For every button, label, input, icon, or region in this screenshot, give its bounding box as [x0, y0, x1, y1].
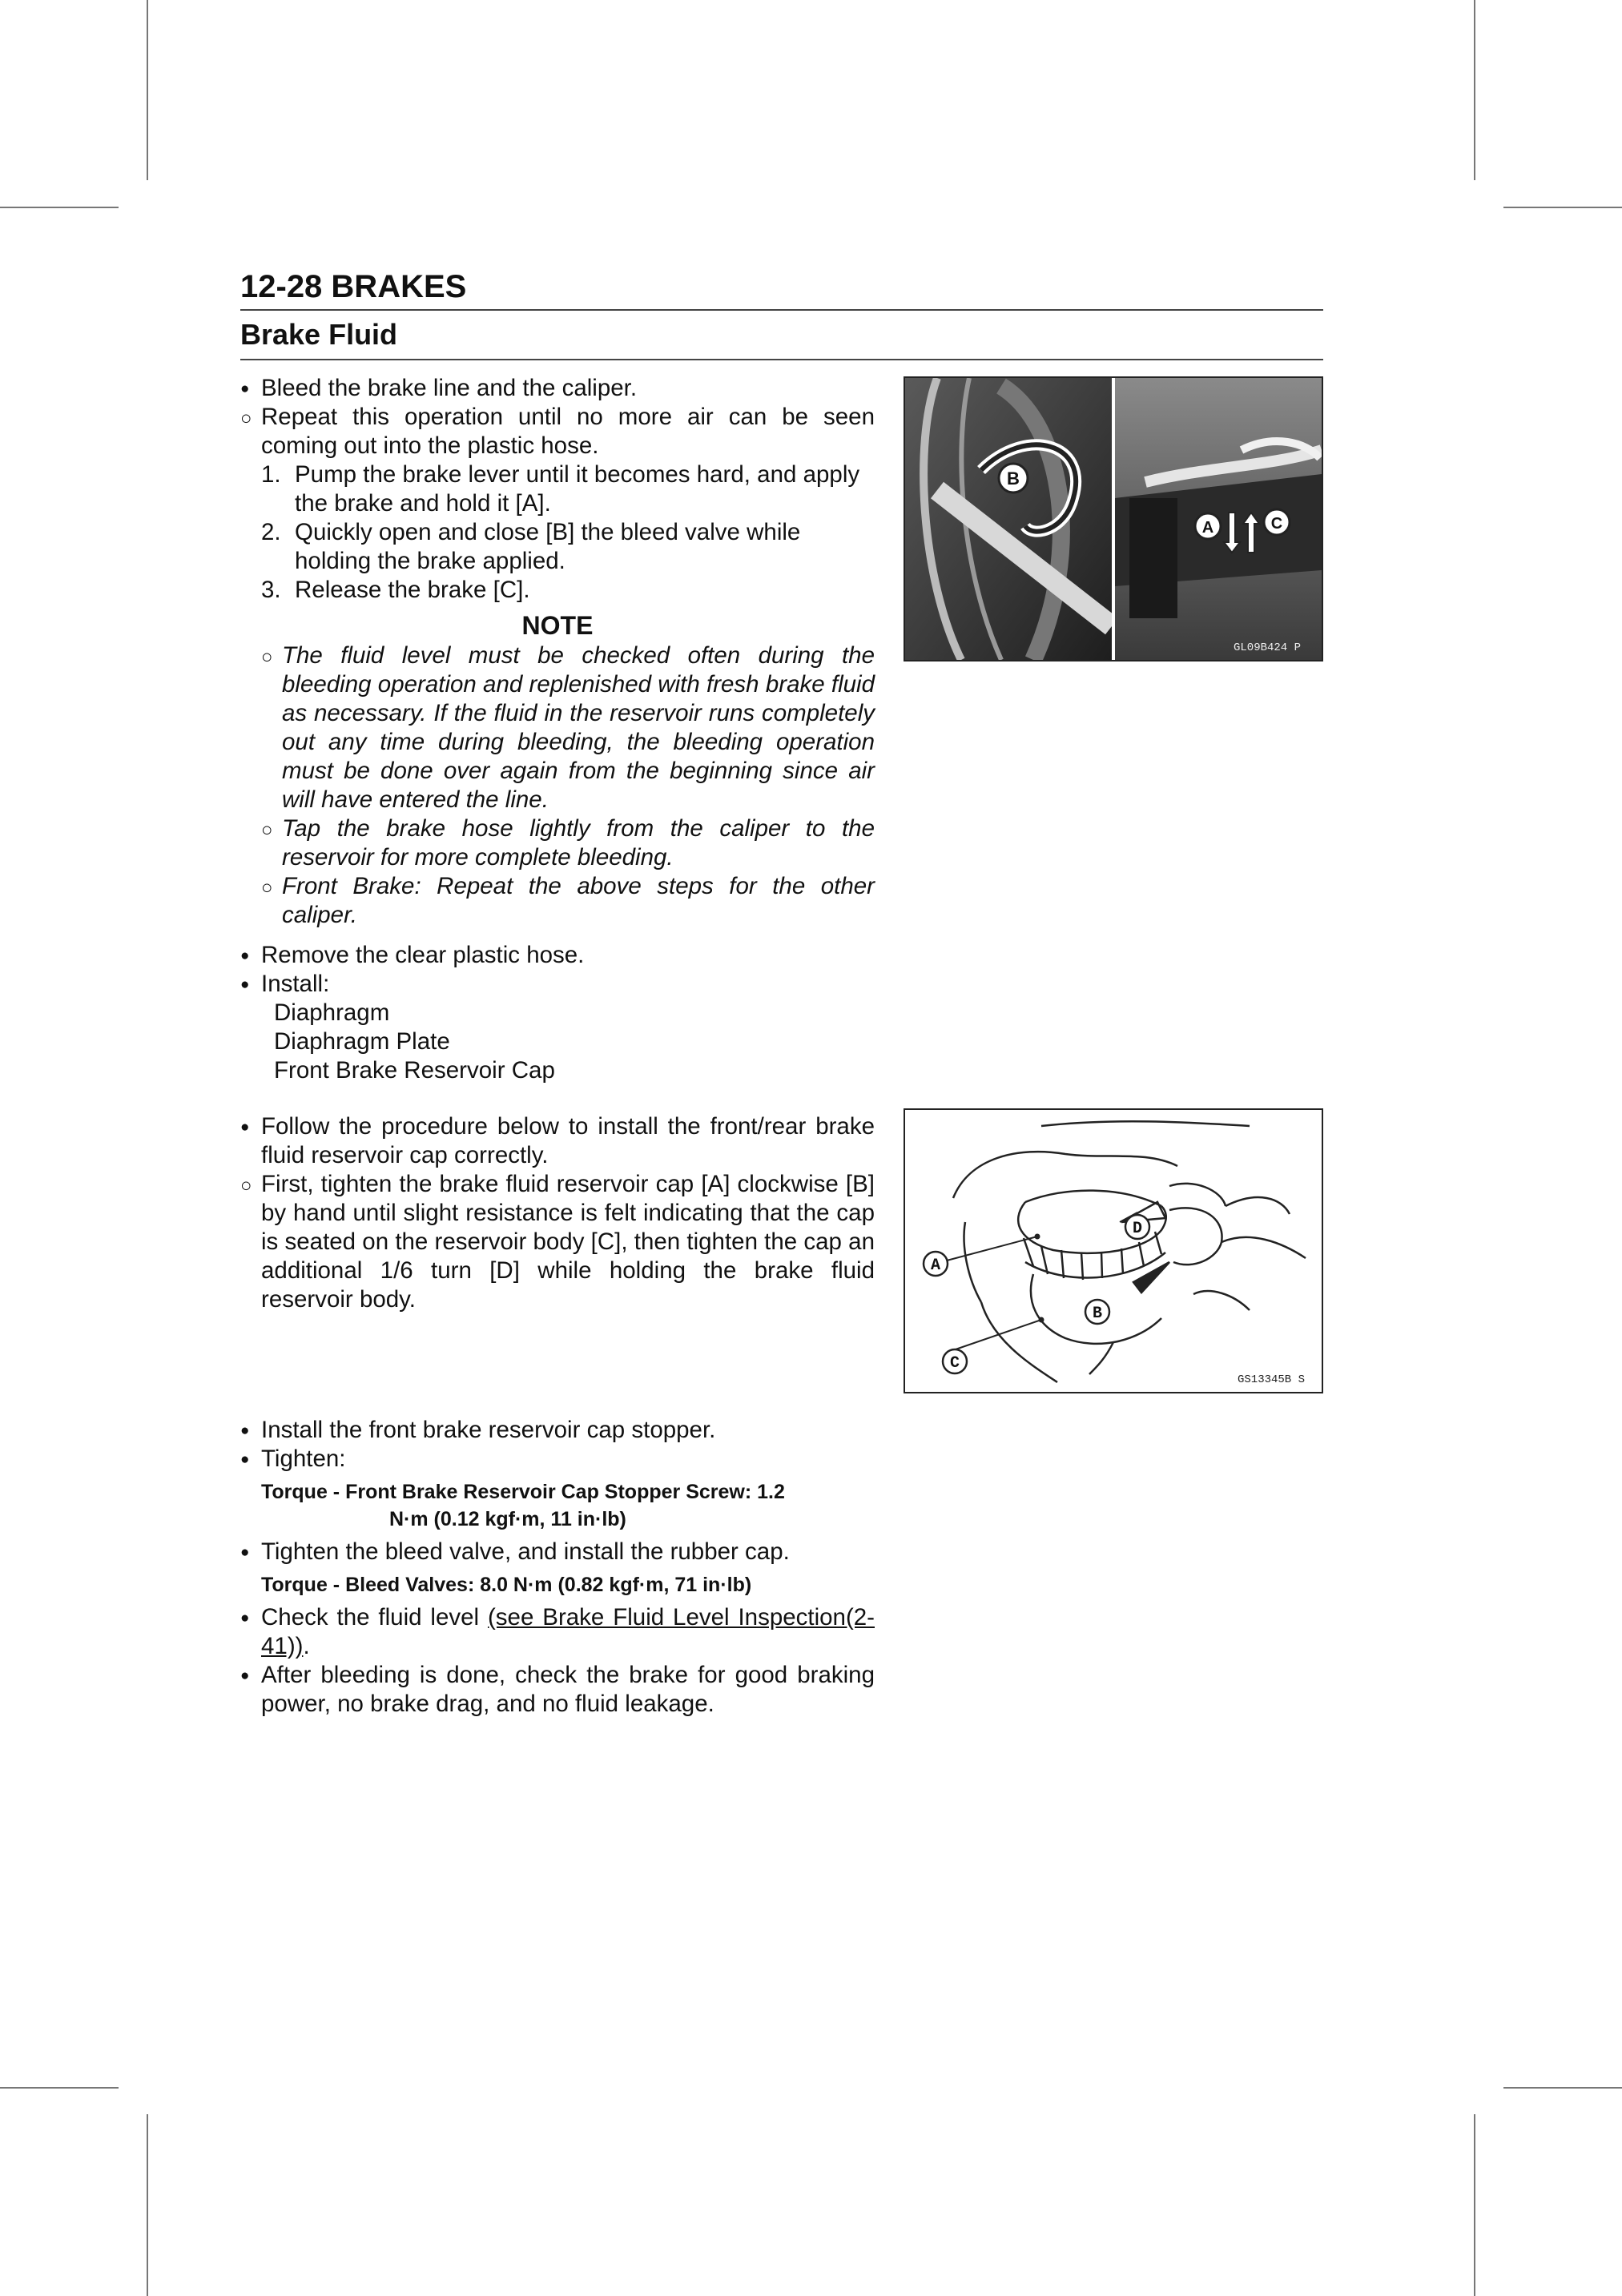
label-a: A	[1201, 519, 1214, 537]
step-item: 2. Quickly open and close [B] the bleed valve while holding the brake applied.	[261, 519, 801, 574]
figure-code: GL09B424 P	[1234, 641, 1302, 654]
crop-mark	[147, 0, 148, 180]
bullet-item: ● Install:	[240, 970, 875, 999]
bleeding-block	[240, 374, 875, 1085]
bullet-item: ● Follow the procedure below to install the front/rear brake fluid reservoir cap correctly.	[240, 1112, 875, 1170]
crop-mark	[1503, 207, 1622, 208]
section-title: Brake Fluid	[240, 318, 398, 351]
label-b: B	[1007, 468, 1020, 489]
sub-item: ○ Repeat this operation until no more air can be seen coming out into the plastic hose.	[240, 403, 875, 460]
label-c: C	[1270, 515, 1283, 533]
part-item: Front Brake Reservoir Cap	[274, 1057, 555, 1084]
note-item: ○ The fluid level must be checked often during the bleeding operation and replenished with fresh brake fluid as necessary. If the fluid in the reservoir runs completely out any time during bleeding, the bleeding operation must be done over again from the beginning since air will have entered the line.	[261, 641, 875, 814]
crop-mark	[0, 207, 119, 208]
page-title: 12-28 BRAKES	[240, 269, 467, 304]
label-a: A	[930, 1257, 941, 1275]
label-d: D	[1132, 1220, 1143, 1238]
label-c: C	[949, 1354, 960, 1373]
page-header	[240, 264, 1323, 360]
step-item: 1. Pump the brake lever until it becomes hard, and apply the brake and hold it [A].	[261, 461, 860, 517]
part-item: Diaphragm	[274, 999, 390, 1026]
crop-mark	[1503, 2087, 1622, 2089]
bullet-item: ● After bleeding is done, check the brake for good braking power, no brake drag, and no fluid leakage.	[240, 1661, 875, 1719]
bullet-item: ● Check the fluid level (see Brake Fluid Level Inspection(2-41)).	[240, 1603, 875, 1661]
bleeding-photo-illustration	[905, 378, 1322, 660]
figure-bleeding-photo	[904, 376, 1323, 661]
cross-reference-link[interactable]: (see Brake Fluid Level Inspection(2-41))	[261, 1604, 875, 1659]
section-rule	[240, 359, 1323, 360]
crop-mark	[147, 2114, 148, 2296]
final-block	[240, 1416, 875, 1719]
figure-code: GS13345B S	[1238, 1373, 1306, 1386]
note-item: ○ Tap the brake hose lightly from the caliper to the reservoir for more complete bleeding.	[261, 814, 875, 872]
reservoir-cap-illustration	[905, 1110, 1322, 1392]
crop-mark	[1474, 2114, 1475, 2296]
part-item: Diaphragm Plate	[274, 1028, 450, 1055]
step-item: 3. Release the brake [C].	[261, 577, 530, 603]
bullet-item: ● Bleed the brake line and the caliper.	[240, 374, 875, 403]
bullet-item: ● Tighten the bleed valve, and install the rubber cap.	[240, 1538, 875, 1566]
torque-spec: Torque - Front Brake Reservoir Cap Stopper Screw: 1.2 N·m (0.12 kgf·m, 11 in·lb)	[261, 1481, 785, 1530]
bullet-item: ● Remove the clear plastic hose.	[240, 941, 875, 970]
crop-mark	[0, 2087, 119, 2089]
note-item: ○ Front Brake: Repeat the above steps for the other caliper.	[261, 872, 875, 930]
bullet-item: ● Install the front brake reservoir cap stopper.	[240, 1416, 875, 1445]
label-b: B	[1092, 1305, 1103, 1323]
torque-spec: Torque - Bleed Valves: 8.0 N·m (0.82 kgf·m, 71 in·lb)	[261, 1574, 752, 1596]
crop-mark	[1474, 0, 1475, 180]
sub-item: ○ First, tighten the brake fluid reservoir cap [A] clockwise [B] by hand until slight resistance is felt indicating that the cap is seated on the reservoir body [C], then tighten the cap an additional 1/6 turn [D] while holding the brake fluid reservoir body.	[240, 1170, 875, 1314]
figure-reservoir-cap-drawing	[904, 1108, 1323, 1393]
cap-block	[240, 1112, 875, 1314]
bullet-item: ● Tighten:	[240, 1445, 875, 1474]
note-title: NOTE	[521, 611, 594, 640]
